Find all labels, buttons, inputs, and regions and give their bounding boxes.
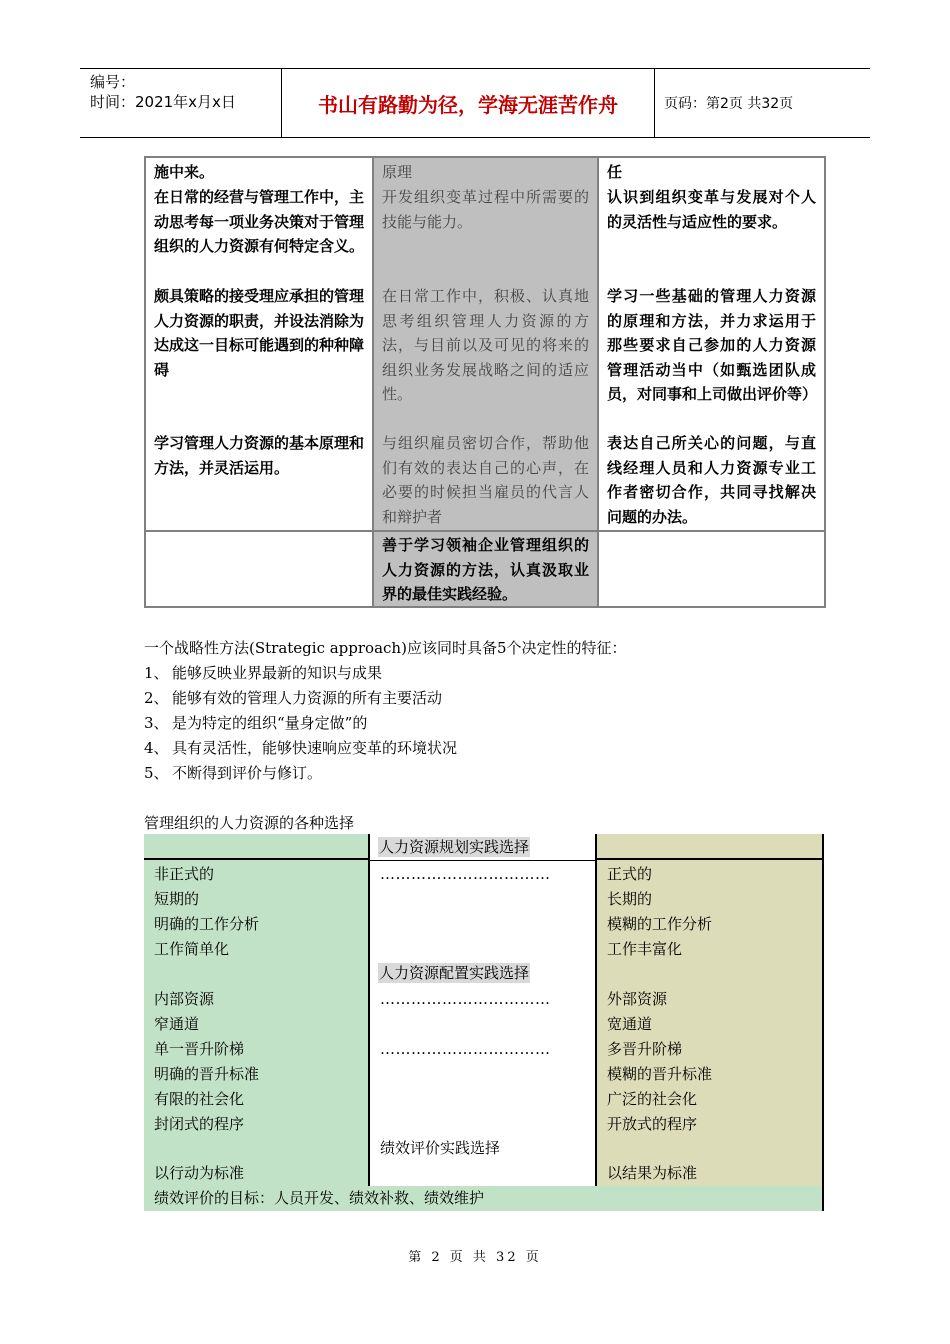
table1-c2-b3: 在日常工作中，积极、认真地思考组织管理人力资源的方法，与目前以及可见的将来的组织业务发展战略之间的适应性。 xyxy=(382,287,589,403)
list-item: 1、 能够反映业界最新的知识与成果 xyxy=(144,664,383,682)
table1-c1-b1: 施中来。 xyxy=(154,163,215,181)
right-item: 模糊的工作分析 xyxy=(607,915,713,933)
left-item: 单一晋升阶梯 xyxy=(154,1040,245,1058)
left-item: 有限的社会化 xyxy=(154,1090,245,1108)
section-planning-label: 人力资源规划实践选择 xyxy=(379,838,530,856)
table1-c3-b4: 表达自己所关心的问题，与直线经理人员和人力资源专业工作者密切合作，共同寻找解决问题的办法。 xyxy=(607,434,816,526)
divider-left xyxy=(368,834,370,1186)
left-item: 封闭式的程序 xyxy=(154,1115,245,1133)
page-header xyxy=(80,68,870,138)
right-item: 宽通道 xyxy=(607,1015,653,1033)
date-label: 时间：2021年x月x日 xyxy=(90,93,236,111)
section-appraisal-label: 绩效评价实践选择 xyxy=(380,1139,501,1157)
right-item: 外部资源 xyxy=(607,990,668,1008)
table1-column-2 xyxy=(372,158,599,606)
table1-c2-b1: 原理 xyxy=(382,163,413,181)
left-item: 工作简单化 xyxy=(154,940,230,958)
right-item: 广泛的社会化 xyxy=(607,1090,698,1108)
table1-c2-b4: 与组织雇员密切合作，帮助他们有效的表达自己的心声，在必要的时候担当雇员的代言人和辩护者 xyxy=(382,434,589,526)
choices-table xyxy=(144,834,826,1211)
table1-c3-b2: 认识到组织变革与发展对个人的灵活性与适应性的要求。 xyxy=(607,188,816,231)
left-item: 以行动为标准 xyxy=(154,1164,245,1182)
table1-c2-b2: 开发组织变革过程中所需要的技能与能力。 xyxy=(382,188,589,231)
dots-row-3: …………………………… xyxy=(380,1040,551,1058)
left-item: 窄通道 xyxy=(154,1015,200,1033)
divider-right xyxy=(595,834,597,1186)
strategic-intro: 一个战略性方法(Strategic approach)应该同时具备5个决定性的特征： xyxy=(144,639,627,657)
section-staffing-label: 人力资源配置实践选择 xyxy=(379,964,530,982)
header-page-label: 页码：第2页 共32页 xyxy=(664,96,794,112)
list-item: 4、 具有灵活性，能够快速响应变革的环境状况 xyxy=(144,739,458,757)
divider-outer xyxy=(822,834,824,1211)
list-item: 5、 不断得到评价与修订。 xyxy=(144,764,323,782)
right-item: 模糊的晋升标准 xyxy=(607,1065,713,1083)
list-item: 2、 能够有效的管理人力资源的所有主要活动 xyxy=(144,689,443,707)
table1-c1-b3: 颇具策略的接受理应承担的管理人力资源的职责，并设法消除为达成这一目标可能遇到的种种障碍 xyxy=(154,287,365,379)
left-item: 明确的工作分析 xyxy=(154,915,260,933)
right-item: 正式的 xyxy=(607,865,653,883)
responsibility-table xyxy=(144,156,826,608)
right-header-line xyxy=(597,858,824,860)
dots-row-1: …………………………… xyxy=(380,865,551,883)
table1-c3-b1: 任 xyxy=(607,163,623,181)
table1-c2-b5: 善于学习领袖企业管理组织的人力资源的方法，认真汲取业界的最佳实践经验。 xyxy=(382,536,589,603)
choices-title: 管理组织的人力资源的各种选择 xyxy=(144,814,355,832)
right-item: 长期的 xyxy=(607,890,653,908)
dots-row-2: …………………………… xyxy=(380,990,551,1008)
header-motto: 书山有路勤为径，学海无涯苦作舟 xyxy=(282,69,655,137)
table1-c3-b3: 学习一些基础的管理人力资源的原理和方法，并力求运用于那些要求自己参加的人力资源管理活动当中（如甄选团队成员，对同事和上司做出评价等） xyxy=(607,287,818,403)
left-item: 非正式的 xyxy=(154,865,215,883)
table1-row-divider xyxy=(146,530,824,532)
page-footer: 第 2 页 共 32 页 xyxy=(408,1250,542,1265)
left-item: 明确的晋升标准 xyxy=(154,1065,260,1083)
right-item: 以结果为标准 xyxy=(607,1164,698,1182)
table1-c1-b4: 学习管理人力资源的基本原理和方法，并灵活运用。 xyxy=(154,434,365,477)
left-item: 内部资源 xyxy=(154,990,215,1008)
list-item: 3、 是为特定的组织“量身定做”的 xyxy=(144,714,368,732)
appraisal-goals: 绩效评价的目标：人员开发、绩效补救、绩效维护 xyxy=(154,1189,485,1207)
right-item: 开放式的程序 xyxy=(607,1115,698,1133)
table1-c1-b2: 在日常的经营与管理工作中，主动思考每一项业务决策对于管理组织的人力资源有何特定含义。 xyxy=(154,188,365,255)
header-meta xyxy=(80,69,282,137)
left-item: 短期的 xyxy=(154,890,200,908)
right-item: 多晋升阶梯 xyxy=(607,1040,683,1058)
number-label: 编号： xyxy=(90,73,136,91)
right-item: 工作丰富化 xyxy=(607,940,683,958)
left-header-line xyxy=(144,858,370,860)
